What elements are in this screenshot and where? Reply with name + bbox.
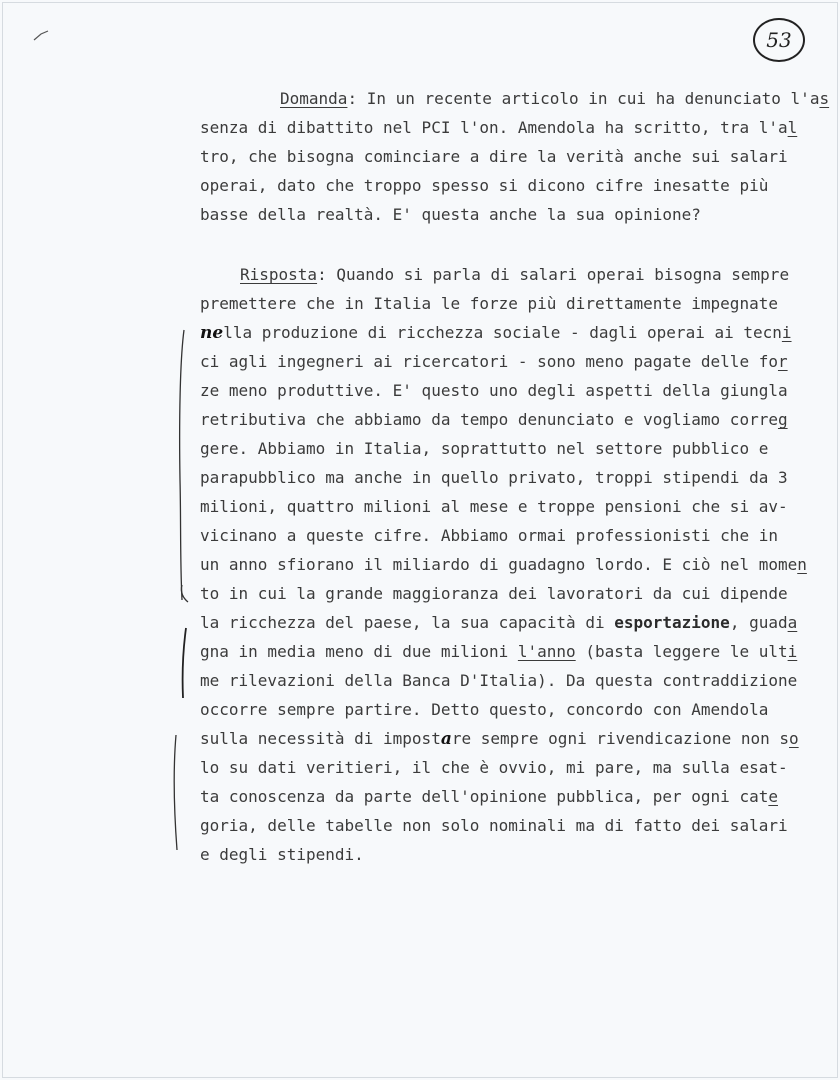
answer-line-18: lo su dati veritieri, il che è ovvio, mi pare, ma sulla esat- [200,758,788,777]
answer-line-17: sulla necessità di impostare sempre ogni rivendicazione non so [200,729,799,749]
answer-line-20: goria, delle tabelle non solo nominali ma di fatto dei salari [200,816,788,835]
underlined-l-anno: l'anno [517,642,576,661]
bold-word-esportazione: esportazione [614,613,730,632]
answer-line-1: Risposta: Quando si parla di salari operai bisogna sempre [200,265,789,285]
answer-line-8: parapubblico ma anche in quello privato, troppi stipendi da 3 [200,468,788,487]
answer-line-9: milioni, quattro milioni al mese e troppe pensioni che si av- [200,497,788,516]
answer-line-15: me rilevazioni della Banca D'Italia). Da questa contraddizione [200,671,798,690]
handwritten-correction-ne: ne [200,323,224,343]
answer-line-10: vicinano a queste cifre. Abbiamo ormai professionisti che in [200,526,778,545]
question-line-5: basse della realtà. E' questa anche la sua opinione? [200,205,701,224]
answer-line-7: gere. Abbiamo in Italia, soprattutto nel settore pubblico e [200,439,769,458]
answer-line-2: premettere che in Italia le forze più direttamente impegnate [200,294,778,313]
question-line-3: tro, che bisogna cominciare a dire la verità anche sui salari [200,147,788,166]
answer-line-4: ci agli ingegneri ai ricercatori - sono meno pagate delle for [200,352,788,371]
answer-line-12: to in cui la grande maggioranza dei lavoratori da cui dipende [200,584,788,603]
handwritten-correction-a: a [440,729,452,749]
question-line-1: Domanda: In un recente articolo in cui ha denunciato l'as [200,89,829,109]
answer-line-11: un anno sfiorano il miliardo di guadagno lordo. E ciò nel momen [200,555,807,574]
page-number-circled: 53 [753,18,805,62]
answer-line-19: ta conoscenza da parte dell'opinione pubblica, per ogni cate [200,787,778,806]
answer-line-14: gna in media meno di due milioni l'anno (basta leggere le ulti [200,642,798,661]
question-line-2: senza di dibattito nel PCI l'on. Amendola ha scritto, tra l'al [200,118,798,137]
answer-line-6: retributiva che abbiamo da tempo denunciato e vogliamo correg [200,410,788,429]
corner-pen-mark [32,28,52,42]
answer-line-3: nella produzione di ricchezza sociale - dagli operai ai tecni [200,323,792,343]
answer-line-16: occorre sempre partire. Detto questo, concordo con Amendola [200,700,769,719]
question-label: Domanda [280,89,348,108]
answer-line-21: e degli stipendi. [200,845,364,864]
answer-line-5: ze meno produttive. E' questo uno degli aspetti della giungla [200,381,788,400]
question-line-4: operai, dato che troppo spesso si dicono cifre inesatte più [200,176,769,195]
answer-label: Risposta [240,265,318,284]
answer-line-13: la ricchezza del paese, la sua capacità di esportazione, guada [200,613,798,632]
